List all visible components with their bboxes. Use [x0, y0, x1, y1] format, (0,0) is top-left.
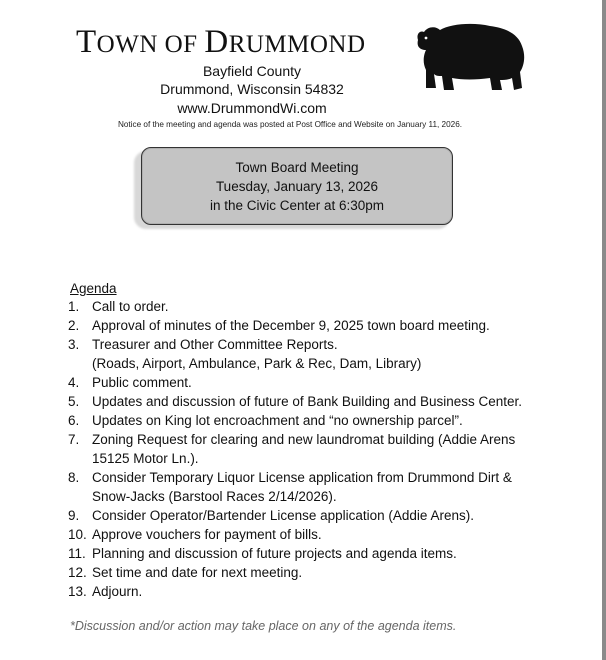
agenda-item: 1. Call to order.: [68, 299, 169, 314]
agenda-item: 2. Approval of minutes of the December 9, 2025 town board meeting.: [68, 318, 490, 333]
agenda-list: [68, 297, 588, 601]
website-line: www.DrummondWi.com: [177, 100, 327, 116]
title-initial: T: [76, 24, 97, 60]
agenda-item: 11. Planning and discussion of future projects and agenda items.: [68, 546, 457, 561]
county-line: Bayfield County: [202, 63, 302, 79]
page-title: [76, 24, 366, 61]
title-part-2: RUMMOND: [228, 31, 366, 58]
agenda-item: 5. Updates and discussion of future of Bank Building and Business Center.: [68, 394, 523, 409]
agenda-item: 6. Updates on King lot encroachment and “no ownership parcel”.: [68, 413, 463, 428]
title-part-1: OWN OF: [96, 31, 205, 58]
agenda-item: 7. Zoning Request for clearing and new laundromat building (Addie Arens 15125 Motor Ln.).: [68, 432, 516, 466]
agenda-item: 4. Public comment.: [68, 375, 192, 390]
agenda-item: 3. Treasurer and Other Committee Reports. (Roads, Airport, Ambulance, Park & Rec, Dam, Library): [68, 337, 422, 371]
meeting-location: in the Civic Center at 6:30pm: [209, 198, 385, 213]
title-initial-d: D: [204, 24, 229, 60]
agenda-item: 8. Consider Temporary Liquor License application from Drummond Dirt & Snow-Jacks (Barstool Races 2/14/2026).: [68, 470, 512, 504]
agenda-item: 9. Consider Operator/Bartender License application (Addie Arens).: [68, 508, 474, 523]
agenda-item: 12. Set time and date for next meeting.: [68, 565, 303, 580]
agenda-item: 10. Approve vouchers for payment of bills.: [68, 527, 322, 542]
agenda-item: 13. Adjourn.: [68, 584, 143, 599]
agenda-heading: Agenda: [70, 281, 117, 296]
page-edge-divider: [602, 0, 606, 660]
posting-notice: Notice of the meeting and agenda was posted at Post Office and Website on January 11, 2026.: [117, 120, 463, 129]
discussion-note: *Discussion and/or action may take place on any of the agenda items.: [70, 619, 457, 633]
meeting-date: Tuesday, January 13, 2026: [215, 179, 379, 194]
meeting-title: Town Board Meeting: [235, 160, 359, 175]
city-line: Drummond, Wisconsin 54832: [160, 81, 344, 97]
meeting-info-box: [141, 147, 453, 225]
